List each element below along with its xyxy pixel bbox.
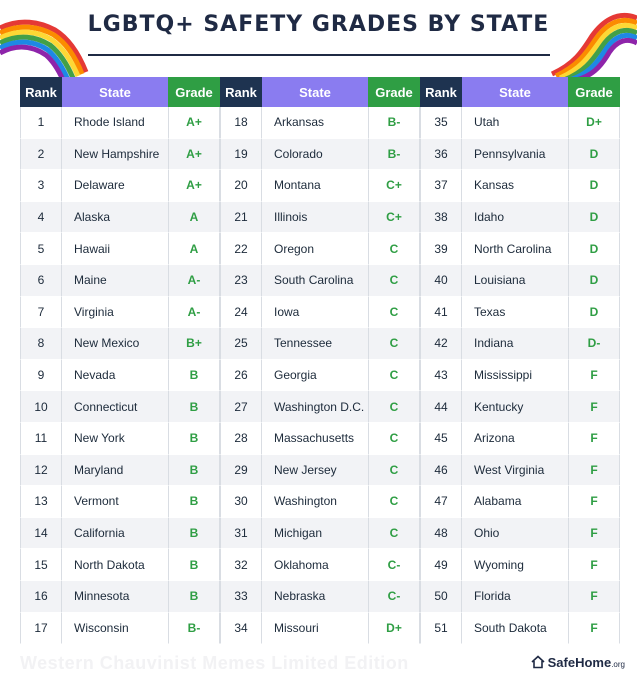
cell-grade-16: B: [168, 581, 220, 613]
cell-rank-11: 11: [20, 423, 62, 455]
cell-rank-45: 45: [420, 423, 462, 455]
cell-state-17: Wisconsin: [62, 613, 168, 645]
cell-state-33: Nebraska: [262, 581, 368, 613]
cell-grade-22: C: [368, 233, 420, 265]
cell-state-13: Vermont: [62, 486, 168, 518]
cell-grade-41: D: [568, 297, 620, 329]
cell-rank-3: 3: [20, 170, 62, 202]
cell-state-27: Washington D.C.: [262, 391, 368, 423]
cell-grade-30: C: [368, 486, 420, 518]
cell-state-50: Florida: [462, 581, 568, 613]
cell-grade-21: C+: [368, 202, 420, 234]
cell-grade-5: A: [168, 233, 220, 265]
cell-state-49: Wyoming: [462, 549, 568, 581]
cell-rank-37: 37: [420, 170, 462, 202]
cell-state-45: Arizona: [462, 423, 568, 455]
cell-grade-32: C-: [368, 549, 420, 581]
cell-rank-5: 5: [20, 233, 62, 265]
cell-rank-15: 15: [20, 549, 62, 581]
cell-grade-39: D: [568, 233, 620, 265]
cell-state-44: Kentucky: [462, 391, 568, 423]
cell-grade-17: B-: [168, 613, 220, 645]
cell-grade-7: A-: [168, 297, 220, 329]
cell-state-48: Ohio: [462, 518, 568, 550]
cell-grade-19: B-: [368, 139, 420, 171]
cell-grade-46: F: [568, 455, 620, 487]
header-grade-1: Grade: [168, 77, 220, 107]
cell-grade-20: C+: [368, 170, 420, 202]
cell-rank-50: 50: [420, 581, 462, 613]
cell-state-9: Nevada: [62, 360, 168, 392]
cell-grade-26: C: [368, 360, 420, 392]
cell-rank-17: 17: [20, 613, 62, 645]
cell-rank-39: 39: [420, 233, 462, 265]
cell-rank-34: 34: [220, 613, 262, 645]
cell-grade-31: C: [368, 518, 420, 550]
cell-rank-7: 7: [20, 297, 62, 329]
cell-grade-34: D+: [368, 613, 420, 645]
cell-rank-4: 4: [20, 202, 62, 234]
cell-grade-6: A-: [168, 265, 220, 297]
cell-rank-49: 49: [420, 549, 462, 581]
cell-state-4: Alaska: [62, 202, 168, 234]
cell-rank-43: 43: [420, 360, 462, 392]
cell-grade-45: F: [568, 423, 620, 455]
cell-rank-44: 44: [420, 391, 462, 423]
cell-rank-24: 24: [220, 297, 262, 329]
cell-grade-23: C: [368, 265, 420, 297]
cell-state-46: West Virginia: [462, 455, 568, 487]
cell-grade-43: F: [568, 360, 620, 392]
cell-rank-21: 21: [220, 202, 262, 234]
cell-grade-44: F: [568, 391, 620, 423]
cell-grade-27: C: [368, 391, 420, 423]
cell-rank-35: 35: [420, 107, 462, 139]
cell-grade-38: D: [568, 202, 620, 234]
cell-state-11: New York: [62, 423, 168, 455]
cell-grade-50: F: [568, 581, 620, 613]
cell-rank-41: 41: [420, 297, 462, 329]
cell-state-8: New Mexico: [62, 328, 168, 360]
header-state-2: State: [262, 77, 368, 107]
cell-rank-10: 10: [20, 391, 62, 423]
header-rank-3: Rank: [420, 77, 462, 107]
cell-state-23: South Carolina: [262, 265, 368, 297]
grades-table: [20, 77, 616, 644]
cell-state-3: Delaware: [62, 170, 168, 202]
cell-state-47: Alabama: [462, 486, 568, 518]
cell-state-43: Mississippi: [462, 360, 568, 392]
cell-state-35: Utah: [462, 107, 568, 139]
brand-name: SafeHome: [547, 654, 612, 670]
cell-state-38: Idaho: [462, 202, 568, 234]
cell-state-34: Missouri: [262, 613, 368, 645]
cell-rank-51: 51: [420, 613, 462, 645]
cell-grade-1: A+: [168, 107, 220, 139]
cell-rank-12: 12: [20, 455, 62, 487]
cell-grade-36: D: [568, 139, 620, 171]
cell-grade-48: F: [568, 518, 620, 550]
cell-rank-46: 46: [420, 455, 462, 487]
cell-state-26: Georgia: [262, 360, 368, 392]
grades-grid: [20, 77, 620, 644]
cell-grade-35: D+: [568, 107, 620, 139]
header-grade-2: Grade: [368, 77, 420, 107]
cell-grade-13: B: [168, 486, 220, 518]
cell-rank-28: 28: [220, 423, 262, 455]
cell-rank-23: 23: [220, 265, 262, 297]
cell-grade-47: F: [568, 486, 620, 518]
cell-state-39: North Carolina: [462, 233, 568, 265]
cell-rank-29: 29: [220, 455, 262, 487]
header-state-3: State: [462, 77, 568, 107]
cell-state-10: Connecticut: [62, 391, 168, 423]
cell-state-29: New Jersey: [262, 455, 368, 487]
cell-state-14: California: [62, 518, 168, 550]
cell-state-6: Maine: [62, 265, 168, 297]
cell-grade-37: D: [568, 170, 620, 202]
cell-state-15: North Dakota: [62, 549, 168, 581]
title-divider: [88, 54, 550, 56]
cell-grade-4: A: [168, 202, 220, 234]
watermark-text: Western Chauvinist Memes Limited Edition: [20, 653, 409, 673]
cell-state-51: South Dakota: [462, 613, 568, 645]
cell-grade-42: D-: [568, 328, 620, 360]
header-rank-1: Rank: [20, 77, 62, 107]
cell-state-20: Montana: [262, 170, 368, 202]
page-title: LGBTQ+ SAFETY GRADES BY STATE: [87, 12, 550, 37]
cell-rank-38: 38: [420, 202, 462, 234]
cell-grade-8: B+: [168, 328, 220, 360]
cell-rank-6: 6: [20, 265, 62, 297]
cell-grade-18: B-: [368, 107, 420, 139]
cell-state-22: Oregon: [262, 233, 368, 265]
cell-state-21: Illinois: [262, 202, 368, 234]
cell-rank-27: 27: [220, 391, 262, 423]
cell-grade-28: C: [368, 423, 420, 455]
cell-state-7: Virginia: [62, 297, 168, 329]
cell-state-12: Maryland: [62, 455, 168, 487]
cell-grade-2: A+: [168, 139, 220, 171]
cell-rank-31: 31: [220, 518, 262, 550]
cell-rank-16: 16: [20, 581, 62, 613]
cell-grade-11: B: [168, 423, 220, 455]
cell-rank-19: 19: [220, 139, 262, 171]
cell-state-36: Pennsylvania: [462, 139, 568, 171]
cell-rank-8: 8: [20, 328, 62, 360]
cell-state-31: Michigan: [262, 518, 368, 550]
cell-rank-9: 9: [20, 360, 62, 392]
cell-grade-24: C: [368, 297, 420, 329]
cell-grade-12: B: [168, 455, 220, 487]
cell-rank-30: 30: [220, 486, 262, 518]
cell-state-5: Hawaii: [62, 233, 168, 265]
cell-state-2: New Hampshire: [62, 139, 168, 171]
header-grade-3: Grade: [568, 77, 620, 107]
cell-state-32: Oklahoma: [262, 549, 368, 581]
cell-state-18: Arkansas: [262, 107, 368, 139]
cell-rank-20: 20: [220, 170, 262, 202]
cell-state-28: Massachusetts: [262, 423, 368, 455]
cell-state-19: Colorado: [262, 139, 368, 171]
cell-rank-14: 14: [20, 518, 62, 550]
cell-state-25: Tennessee: [262, 328, 368, 360]
cell-state-1: Rhode Island: [62, 107, 168, 139]
cell-rank-25: 25: [220, 328, 262, 360]
cell-rank-33: 33: [220, 581, 262, 613]
cell-rank-36: 36: [420, 139, 462, 171]
cell-rank-2: 2: [20, 139, 62, 171]
cell-grade-33: C-: [368, 581, 420, 613]
cell-rank-40: 40: [420, 265, 462, 297]
cell-state-40: Louisiana: [462, 265, 568, 297]
house-icon: [531, 655, 545, 669]
cell-state-37: Kansas: [462, 170, 568, 202]
brand-suffix: .org: [611, 659, 625, 669]
cell-grade-40: D: [568, 265, 620, 297]
cell-grade-15: B: [168, 549, 220, 581]
cell-state-16: Minnesota: [62, 581, 168, 613]
cell-state-30: Washington: [262, 486, 368, 518]
cell-rank-42: 42: [420, 328, 462, 360]
header-rank-2: Rank: [220, 77, 262, 107]
cell-grade-10: B: [168, 391, 220, 423]
cell-rank-26: 26: [220, 360, 262, 392]
cell-rank-32: 32: [220, 549, 262, 581]
cell-rank-18: 18: [220, 107, 262, 139]
cell-state-24: Iowa: [262, 297, 368, 329]
cell-grade-51: F: [568, 613, 620, 645]
brand-logo: [531, 652, 625, 672]
header-state-1: State: [62, 77, 168, 107]
cell-rank-13: 13: [20, 486, 62, 518]
cell-state-42: Indiana: [462, 328, 568, 360]
cell-grade-9: B: [168, 360, 220, 392]
cell-state-41: Texas: [462, 297, 568, 329]
cell-rank-22: 22: [220, 233, 262, 265]
cell-grade-49: F: [568, 549, 620, 581]
cell-grade-25: C: [368, 328, 420, 360]
cell-grade-29: C: [368, 455, 420, 487]
cell-rank-48: 48: [420, 518, 462, 550]
cell-grade-14: B: [168, 518, 220, 550]
cell-grade-3: A+: [168, 170, 220, 202]
cell-rank-47: 47: [420, 486, 462, 518]
cell-rank-1: 1: [20, 107, 62, 139]
